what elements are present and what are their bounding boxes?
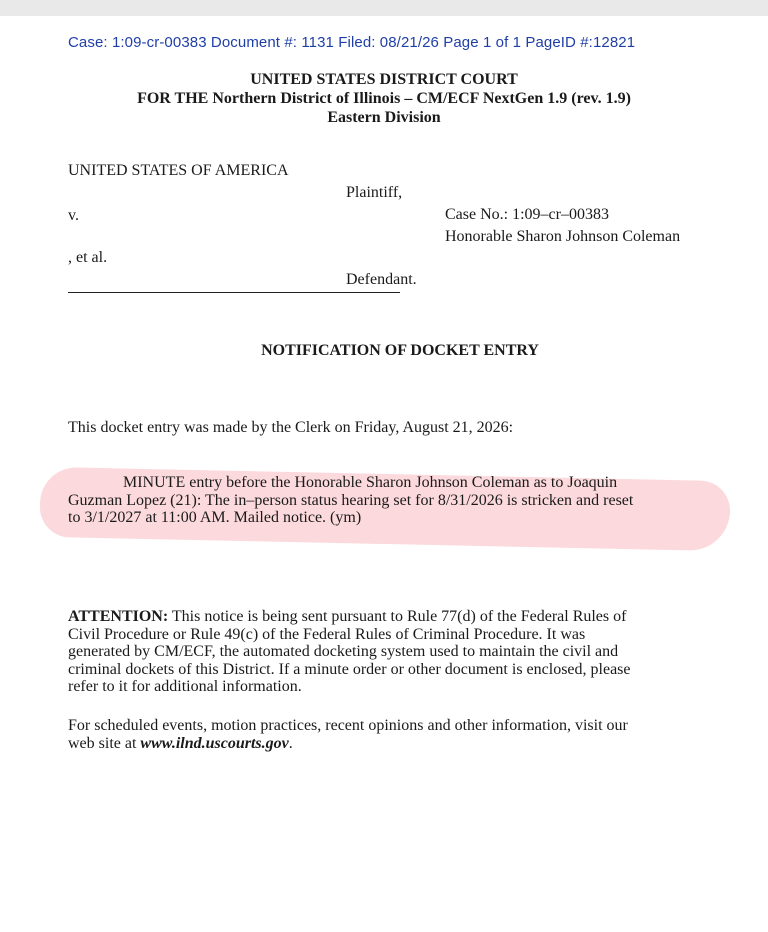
entry-intro: This docket entry was made by the Clerk on Friday, August 21, 2026: [68, 419, 514, 436]
website-link[interactable]: www.ilnd.uscourts.gov [140, 734, 289, 752]
minute-line: MINUTE entry before the Honorable Sharon Johnson Coleman as to Joaquin [123, 474, 618, 491]
attention-line: refer to it for additional information. [68, 678, 302, 695]
plaintiff-role: Plaintiff, [346, 184, 403, 201]
defendant-role: Defendant. [346, 271, 417, 288]
attention-paragraph [68, 608, 718, 696]
court-division: Eastern Division [327, 109, 441, 126]
court-name: UNITED STATES DISTRICT COURT [250, 71, 518, 88]
top-bar [0, 0, 768, 16]
notice-title: NOTIFICATION OF DOCKET ENTRY [261, 342, 539, 359]
minute-line: Guzman Lopez (21): The in–person status hearing set for 8/31/2026 is stricken and reset [68, 491, 634, 509]
attention-line: criminal dockets of this District. If a minute order or other document is enclosed, please [68, 660, 631, 678]
judge-name: Honorable Sharon Johnson Coleman [445, 228, 681, 245]
defendant-name: , et al. [68, 249, 108, 266]
info-line-2 [68, 735, 718, 753]
minute-line: to 3/1/2027 at 11:00 AM. Mailed notice. (ym) [68, 509, 362, 526]
attention-first-line [68, 608, 718, 626]
info-paragraph [68, 717, 718, 752]
info-suffix: . [288, 734, 293, 752]
attention-line: This notice is being sent pursuant to Rule 77(d) of the Federal Rules of [168, 608, 627, 625]
document-page [0, 16, 768, 932]
attention-line: generated by CM/ECF, the automated docketing system used to maintain the civil and [68, 643, 619, 660]
info-line: For scheduled events, motion practices, recent opinions and other information, visit our [68, 717, 628, 734]
attention-label: ATTENTION: [68, 608, 169, 625]
attention-line: Civil Procedure or Rule 49(c) of the Federal Rules of Criminal Procedure. It was [68, 625, 586, 643]
court-district: FOR THE Northern District of Illinois – CM/ECF NextGen 1.9 (rev. 1.9) [137, 90, 631, 107]
info-prefix: web site at [68, 734, 141, 752]
case-number: Case No.: 1:09–cr–00383 [445, 206, 609, 223]
case-header-line: Case: 1:09-cr-00383 Document #: 1131 Filed: 08/21/26 Page 1 of 1 PageID #:12821 [68, 34, 636, 51]
minute-entry [68, 474, 718, 527]
versus-label: v. [68, 207, 79, 224]
caption-divider [68, 292, 400, 293]
plaintiff-name: UNITED STATES OF AMERICA [68, 162, 289, 179]
